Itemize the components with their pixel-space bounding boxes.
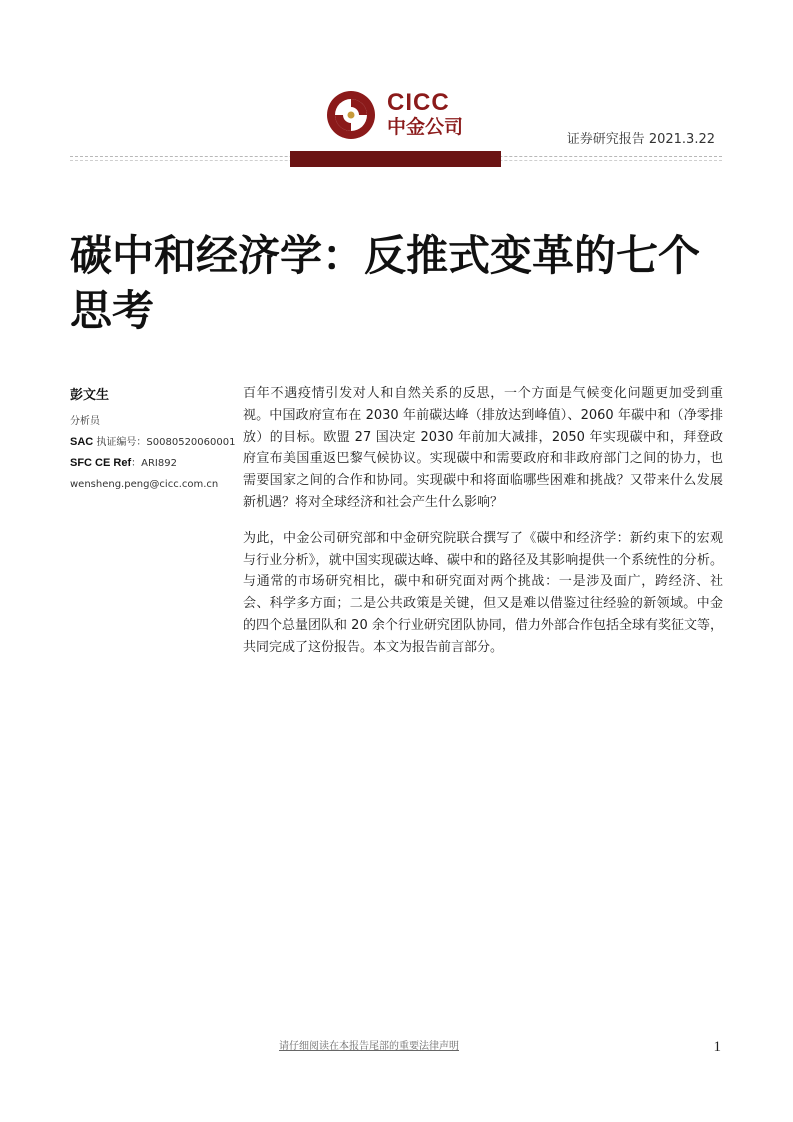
logo-chinese-text: 中金公司	[387, 116, 464, 138]
sac-license	[70, 432, 240, 453]
page-number: 1	[713, 1039, 721, 1055]
legal-disclaimer-link[interactable]: 请仔细阅读在本报告尾部的重要法律声明	[279, 1041, 459, 1052]
body-paragraph-2: 为此，中金公司研究部和中金研究院联合撰写了《碳中和经济学：新约束下的宏观与行业分析》，就中国实现碳达峰、碳中和的路径及其影响提供一个系统性的分析。与通常的市场研究相比，碳中和研究面对两个挑战：一是涉及面广，跨经济、社会、科学多方面；二是公共政策是关键，但又是难以借鉴过往经验的新领域。中金的四个总量团队和 20 余个行业研究团队协同，借力外部合作包括全球有奖征文等，共同完成了这份报告。本文为报告前言部分。	[243, 530, 723, 655]
body-paragraph-1: 百年不遇疫情引发对人和自然关系的反思，一个方面是气候变化问题更加受到重视。中国政府宣布在 2030 年前碳达峰（排放达到峰值）、2060 年碳中和（净零排放）的目标。欧盟 27 国决定 2030 年前加大减排，2050 年实现碳中和，拜登政府宣布美国重返巴黎气候协议。实现碳中和需要政府和非政府部门之间的协力，也需要国家之间的合作和协同。实现碳中和将面临哪些困难和挑战？又带来什么发展新机遇？将对全球经济和社会产生什么影响？	[243, 386, 723, 510]
report-title: 碳中和经济学：反推式变革的七个思考	[70, 231, 701, 335]
logo-english-text: CICC	[387, 89, 450, 116]
sfc-reference	[70, 453, 240, 474]
cicc-logo	[326, 90, 476, 142]
author-role: 分析员	[70, 416, 100, 427]
author-email[interactable]: wensheng.peng@cicc.com.cn	[70, 479, 219, 490]
report-body	[243, 383, 723, 673]
header-accent-bar	[290, 151, 501, 167]
sfc-label: SFC CE Ref	[70, 457, 132, 469]
cicc-emblem-icon	[326, 90, 376, 140]
sac-number: 执证编号：S0080520060001	[93, 437, 236, 448]
sac-label: SAC	[70, 436, 94, 448]
author-name: 彭文生	[70, 388, 110, 403]
report-type-date: 证券研究报告 2021.3.22	[566, 132, 715, 147]
sfc-number: ：ARI892	[131, 458, 177, 469]
author-info	[70, 387, 240, 495]
